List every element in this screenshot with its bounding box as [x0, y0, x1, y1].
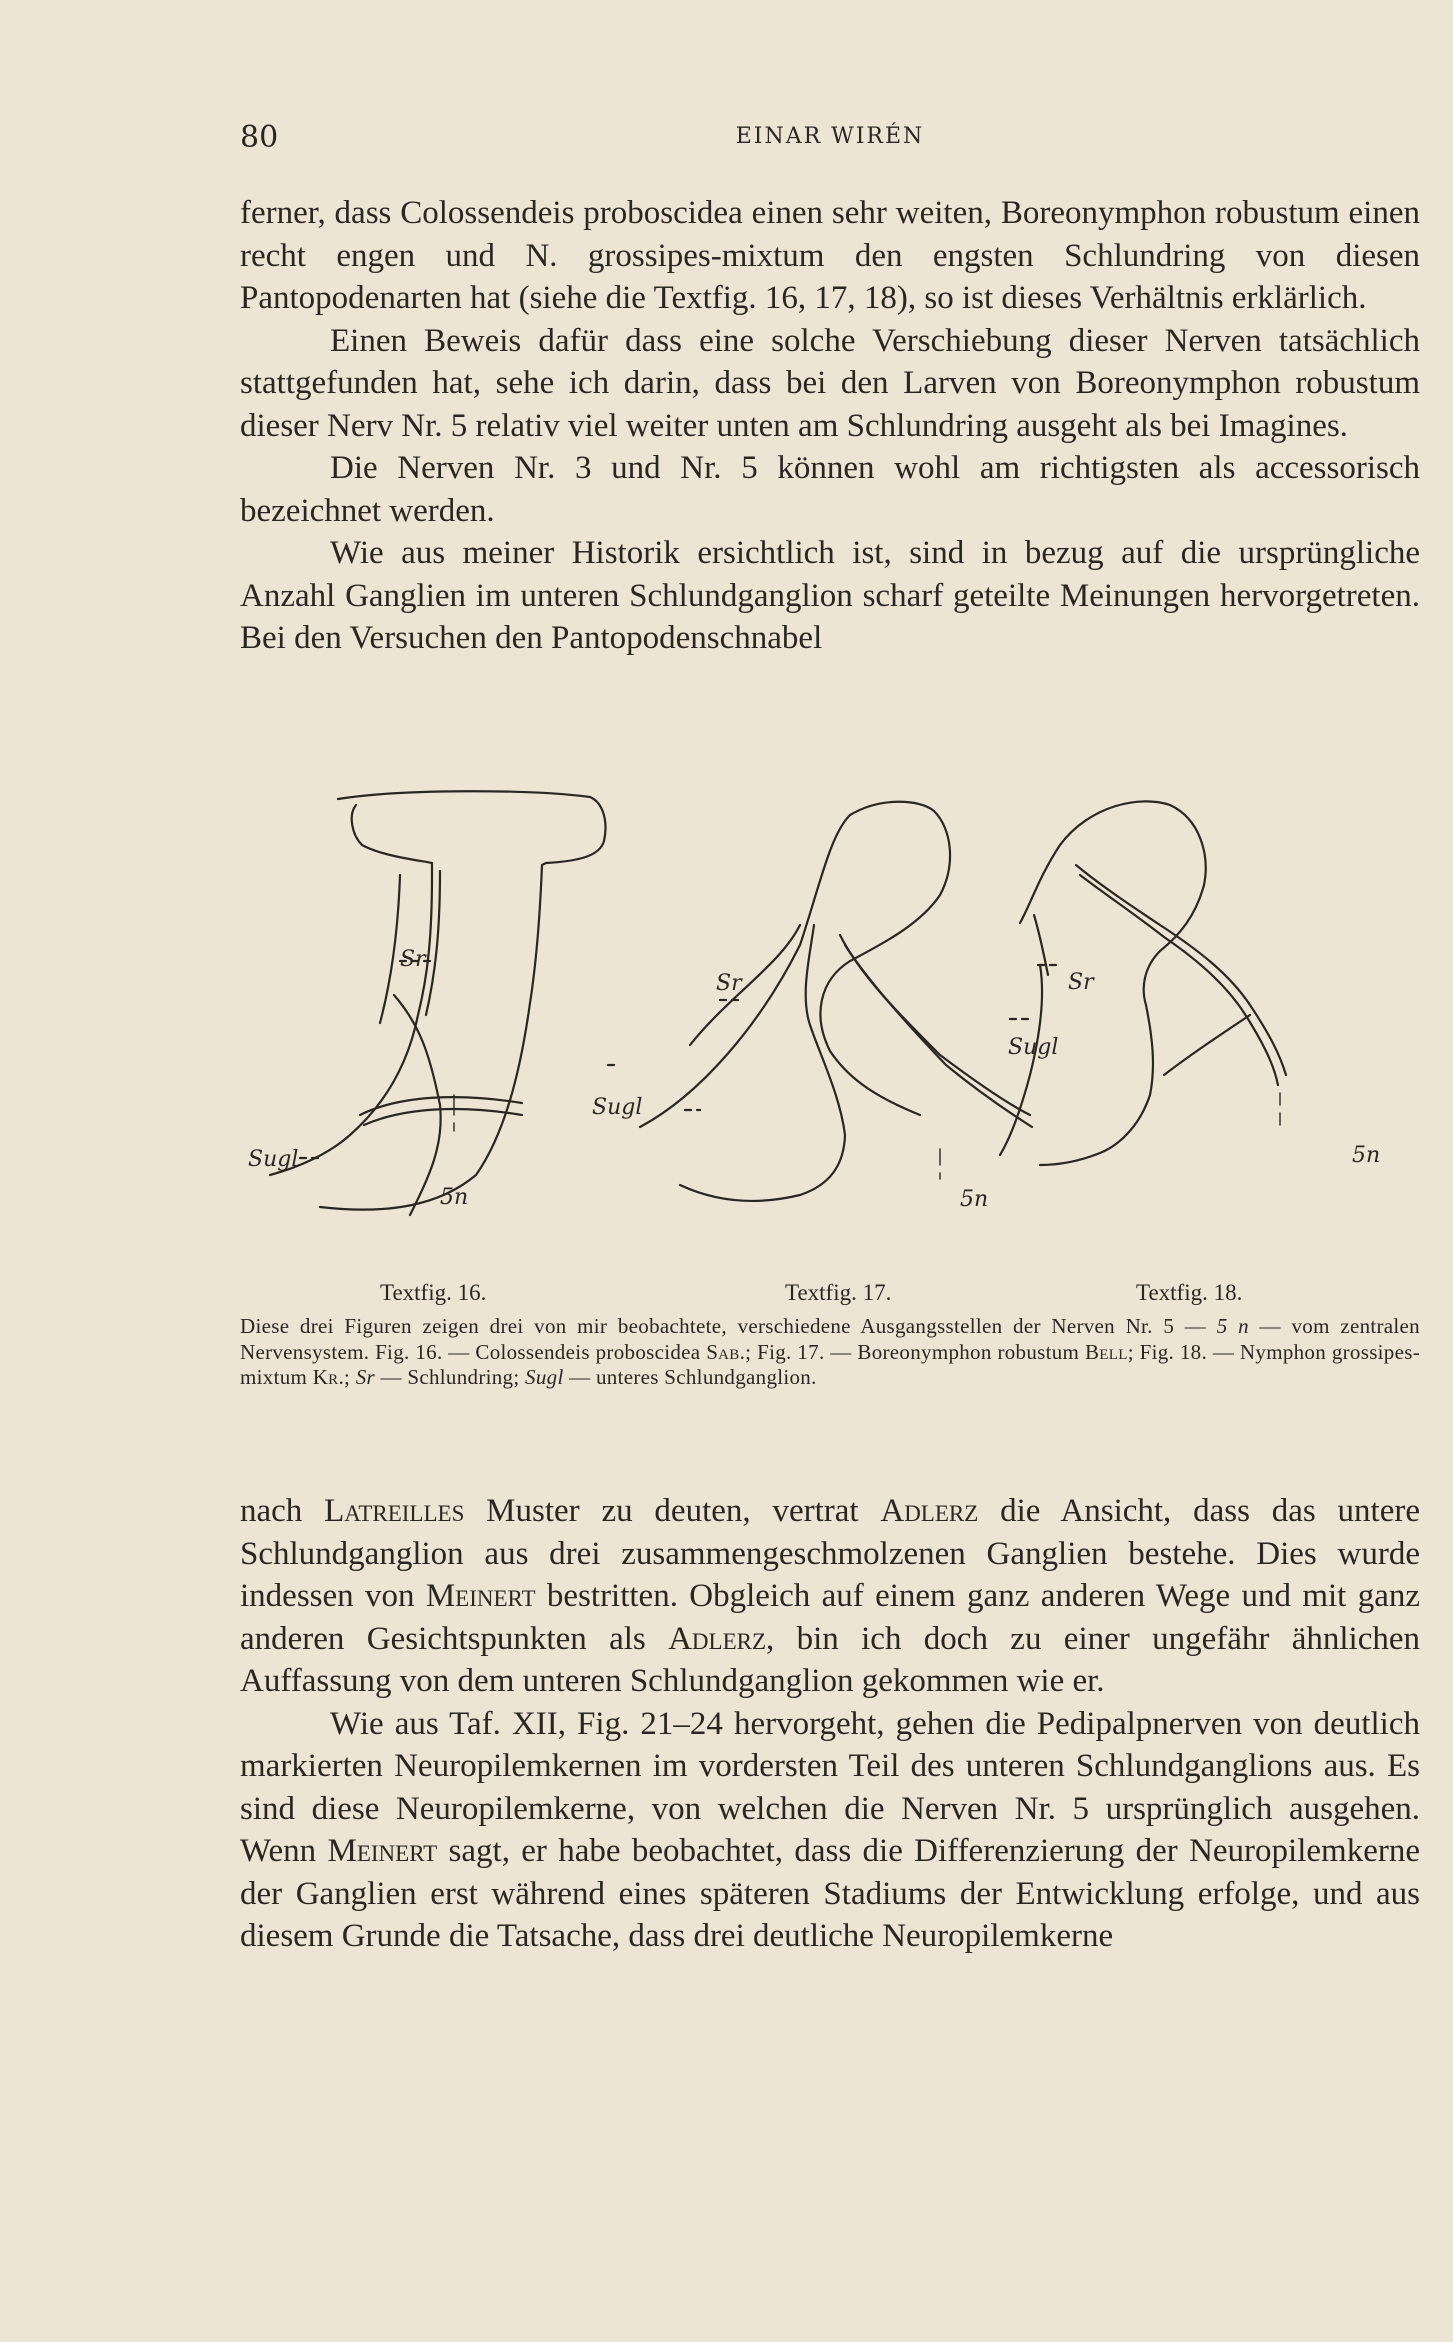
author-name: Adlerz: [668, 1620, 767, 1657]
text-segment: Muster zu deuten, vertrat: [464, 1493, 881, 1529]
fig18-sr-label: Sr: [1068, 970, 1094, 995]
caption-segment: — Schlundring;: [375, 1365, 526, 1389]
figure-titles: [240, 1280, 1420, 1314]
caption-segment: ; Fig. 17. — Boreonymphon robustum: [745, 1339, 1085, 1364]
author-name: Adlerz: [880, 1493, 979, 1529]
fig17-sr-label: Sr: [716, 971, 742, 996]
fig17-5n-label: 5n: [960, 1187, 989, 1212]
page-number: 80: [240, 120, 279, 155]
textfig-17-drawing: [640, 802, 1032, 1201]
text-segment: nach: [240, 1493, 325, 1529]
caption-text: [240, 1314, 1420, 1391]
caption-author: Sab.: [706, 1339, 746, 1364]
text-segment: Wie aus Taf. XII, Fig. 21–24 hervorgeht, gehen die Pedipalpnerven von deutlich markierten Neuropilemkernen im vordersten Teil des unteren Schlundganglions aus. Es sind diese Neuropilemkerne, von welchen die Nerven Nr. 5 ursprünglich ausgehen. Wenn: [240, 1705, 1420, 1869]
fig18-sugl-label: Sugl: [1008, 1035, 1059, 1060]
caption-segment: — vom zentralen Nervensystem. Fig. 16. — Colossendeis proboscidea: [240, 1314, 1420, 1364]
figure-nerve-diagrams: [240, 775, 1430, 1295]
paragraph: Die Nerven Nr. 3 und Nr. 5 können wohl am richtigsten als accessorisch bezeichnet werden.: [240, 450, 1420, 529]
text-block-bottom: [240, 1490, 1420, 1958]
caption-segment: Diese drei Figuren zeigen drei von mir beobachtete, verschiedene Ausgangsstellen der Nerven Nr. 5 —: [240, 1314, 1217, 1338]
caption-segment: ;: [344, 1365, 356, 1389]
fig-title-16: Textfig. 16.: [380, 1280, 487, 1305]
fig18-5n-label: 5n: [1352, 1143, 1381, 1168]
figure-caption: [240, 1280, 1420, 1391]
text-segment: , bin ich doch zu einer ungefähr ähnlichen Auffassung von dem unteren Schlundganglion gekommen wie er.: [240, 1620, 1420, 1699]
paragraph: Einen Beweis dafür dass eine solche Verschiebung dieser Nerven tatsächlich stattgefunden hat, sehe ich darin, dass bei den Larven von Boreonymphon robustum dieser Nerv Nr. 5 relativ viel weiter unten am Schlundring ausgeht als bei Imagines.: [240, 322, 1420, 444]
paragraph: Wie aus meiner Historik ersichtlich ist, sind in bezug auf die ursprüngliche Anzahl Ganglien im unteren Schlundganglion scharf geteilte Meinungen hervorgetreten. Bei den Versuchen den Pantopodenschnabel: [240, 535, 1420, 656]
caption-author: Bell: [1084, 1339, 1128, 1364]
textfig-18-drawing: [1000, 801, 1286, 1165]
fig17-sugl-label: Sugl: [592, 1095, 643, 1120]
running-head: [240, 120, 1420, 160]
author-name: Meinert: [327, 1833, 438, 1869]
caption-segment: Sugl: [525, 1365, 564, 1389]
paragraph: [240, 1703, 1420, 1958]
fig16-sr-label: Sr: [400, 947, 426, 972]
fig16-sugl-label: Sugl: [248, 1147, 299, 1172]
running-title: EINAR WIRÉN: [735, 124, 925, 149]
caption-segment: Sr: [355, 1365, 375, 1389]
paragraph: ferner, dass Colossendeis proboscidea einen sehr weiten, Boreonymphon robustum einen recht engen und N. grossipes-mixtum den engsten Schlundring von diesen Pantopodenarten hat (siehe die Textfig. 16, 17, 18), so ist dieses Verhältnis erklärlich.: [240, 195, 1420, 316]
text-segment: die Ansicht, dass das untere Schlundganglion aus drei zusammengeschmolzenen Ganglien bestehe. Dies wurde indessen von: [240, 1493, 1420, 1614]
caption-segment: — unteres Schlundganglion.: [563, 1365, 817, 1389]
text-block-top: [240, 192, 1420, 660]
textfig-16-drawing: [270, 791, 620, 1215]
caption-segment: 5 n: [1216, 1314, 1249, 1338]
author-name: Meinert: [425, 1578, 536, 1614]
caption-segment: ; Fig. 18. — Nymphon grossipes-mixtum: [240, 1339, 1420, 1389]
text-segment: sagt, er habe beobachtet, dass die Differenzierung der Neuropilemkerne der Ganglien erst während eines späteren Stadiums der Entwicklung erfolge, und aus diesem Grunde die Tatsache, dass drei deutliche Neuropilemkerne: [240, 1833, 1420, 1954]
text-segment: bestritten. Obgleich auf einem ganz anderen Wege und mit ganz anderen Gesichtspunkten als: [240, 1578, 1420, 1657]
fig16-5n-label: 5n: [440, 1185, 469, 1210]
figure-drawings: [240, 775, 1430, 1295]
fig-title-18: Textfig. 18.: [1136, 1280, 1243, 1305]
paragraph: [240, 1490, 1420, 1703]
author-name: Latreilles: [324, 1493, 465, 1529]
fig-title-17: Textfig. 17.: [785, 1280, 892, 1305]
caption-author: Kr.: [312, 1365, 345, 1389]
